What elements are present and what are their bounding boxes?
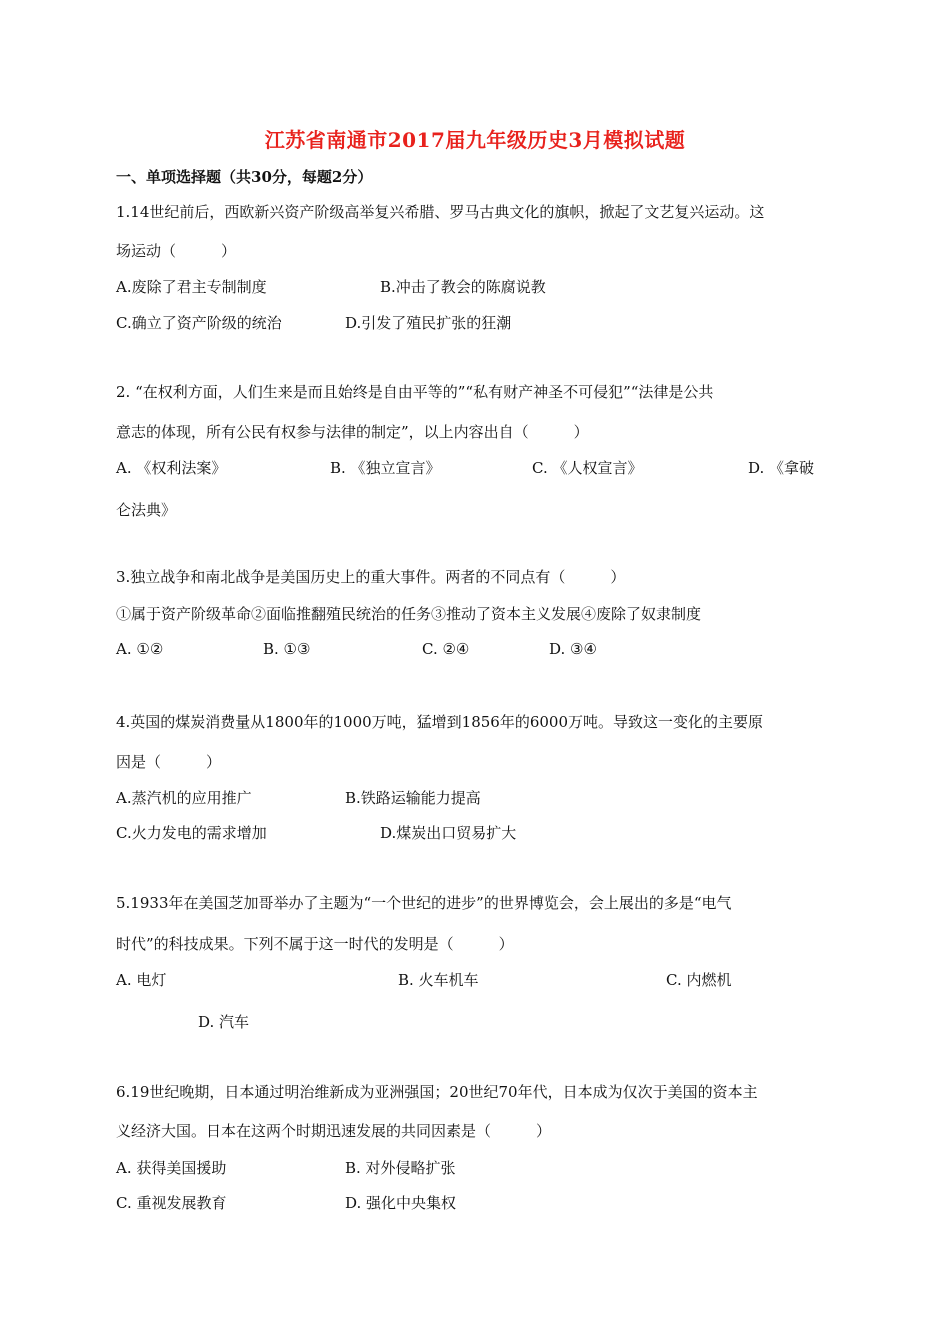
question-3-line-1: 3.独立战争和南北战争是美国历史上的重大事件。两者的不同点有（ ） xyxy=(116,568,626,586)
question-2-option-c: C. 《人权宣言》 xyxy=(532,459,643,477)
question-4-option-c: C.火力发电的需求增加 xyxy=(116,824,267,842)
question-4-option-d: D.煤炭出口贸易扩大 xyxy=(380,824,517,842)
question-3-line-2: ①属于资产阶级革命②面临推翻殖民统治的任务③推动了资本主义发展④废除了奴隶制度 xyxy=(116,605,702,623)
question-4-option-a: A.蒸汽机的应用推广 xyxy=(116,789,252,807)
question-1-option-b: B.冲击了教会的陈腐说教 xyxy=(380,278,546,296)
question-2-option-b: B. 《独立宣言》 xyxy=(330,459,441,477)
question-2-option-d-wrap: 仑法典》 xyxy=(116,501,177,519)
question-3-option-d: D. ③④ xyxy=(549,640,597,658)
question-4-line-2: 因是（ ） xyxy=(116,753,222,771)
question-6-option-b: B. 对外侵略扩张 xyxy=(345,1159,456,1177)
question-5-option-a: A. 电灯 xyxy=(116,971,167,989)
question-1-line-2: 场运动（ ） xyxy=(116,242,237,260)
page-title: 江苏省南通市2017届九年级历史3月模拟试题 xyxy=(264,128,686,152)
question-2-line-2: 意志的体现，所有公民有权参与法律的制定”，以上内容出自（ ） xyxy=(116,423,589,441)
question-5-line-2: 时代”的科技成果。下列不属于这一时代的发明是（ ） xyxy=(116,935,514,953)
question-1-line-1: 1.14世纪前后，西欧新兴资产阶级高举复兴希腊、罗马古典文化的旗帜，掀起了文艺复兴运动。这 xyxy=(116,203,765,221)
question-6-line-1: 6.19世纪晚期，日本通过明治维新成为亚洲强国；20世纪70年代，日本成为仅次于美国的资本主 xyxy=(116,1083,758,1101)
question-6-option-d: D. 强化中央集权 xyxy=(345,1194,457,1212)
question-2-option-d: D. 《拿破 xyxy=(748,459,815,477)
question-4-option-b: B.铁路运输能力提高 xyxy=(345,789,481,807)
question-3-option-c: C. ②④ xyxy=(422,640,470,658)
question-2-line-1: 2. “在权利方面，人们生来是而且始终是自由平等的”“私有财产神圣不可侵犯”“法律是公共 xyxy=(116,383,714,401)
question-3-option-b: B. ①③ xyxy=(263,640,311,658)
question-5-line-1: 5.1933年在美国芝加哥举办了主题为“一个世纪的进步”的世界博览会，会上展出的多是“电气 xyxy=(116,894,732,912)
section-heading: 一、单项选择题（共30分，每题2分） xyxy=(116,168,373,186)
question-5-option-d: D. 汽车 xyxy=(198,1013,250,1031)
question-3-option-a: A. ①② xyxy=(116,640,164,658)
question-1-option-a: A.废除了君主专制制度 xyxy=(116,278,267,296)
question-6-option-a: A. 获得美国援助 xyxy=(116,1159,227,1177)
question-6-option-c: C. 重视发展教育 xyxy=(116,1194,227,1212)
question-2-option-a: A. 《权利法案》 xyxy=(116,459,227,477)
question-5-option-b: B. 火车机车 xyxy=(398,971,479,989)
question-1-option-d: D.引发了殖民扩张的狂潮 xyxy=(345,314,512,332)
question-1-option-c: C.确立了资产阶级的统治 xyxy=(116,314,282,332)
question-5-option-c: C. 内燃机 xyxy=(666,971,732,989)
question-6-line-2: 义经济大国。日本在这两个时期迅速发展的共同因素是（ ） xyxy=(116,1122,552,1140)
question-4-line-1: 4.英国的煤炭消费量从1800年的1000万吨，猛增到1856年的6000万吨。导致这一变化的主要原 xyxy=(116,713,764,731)
